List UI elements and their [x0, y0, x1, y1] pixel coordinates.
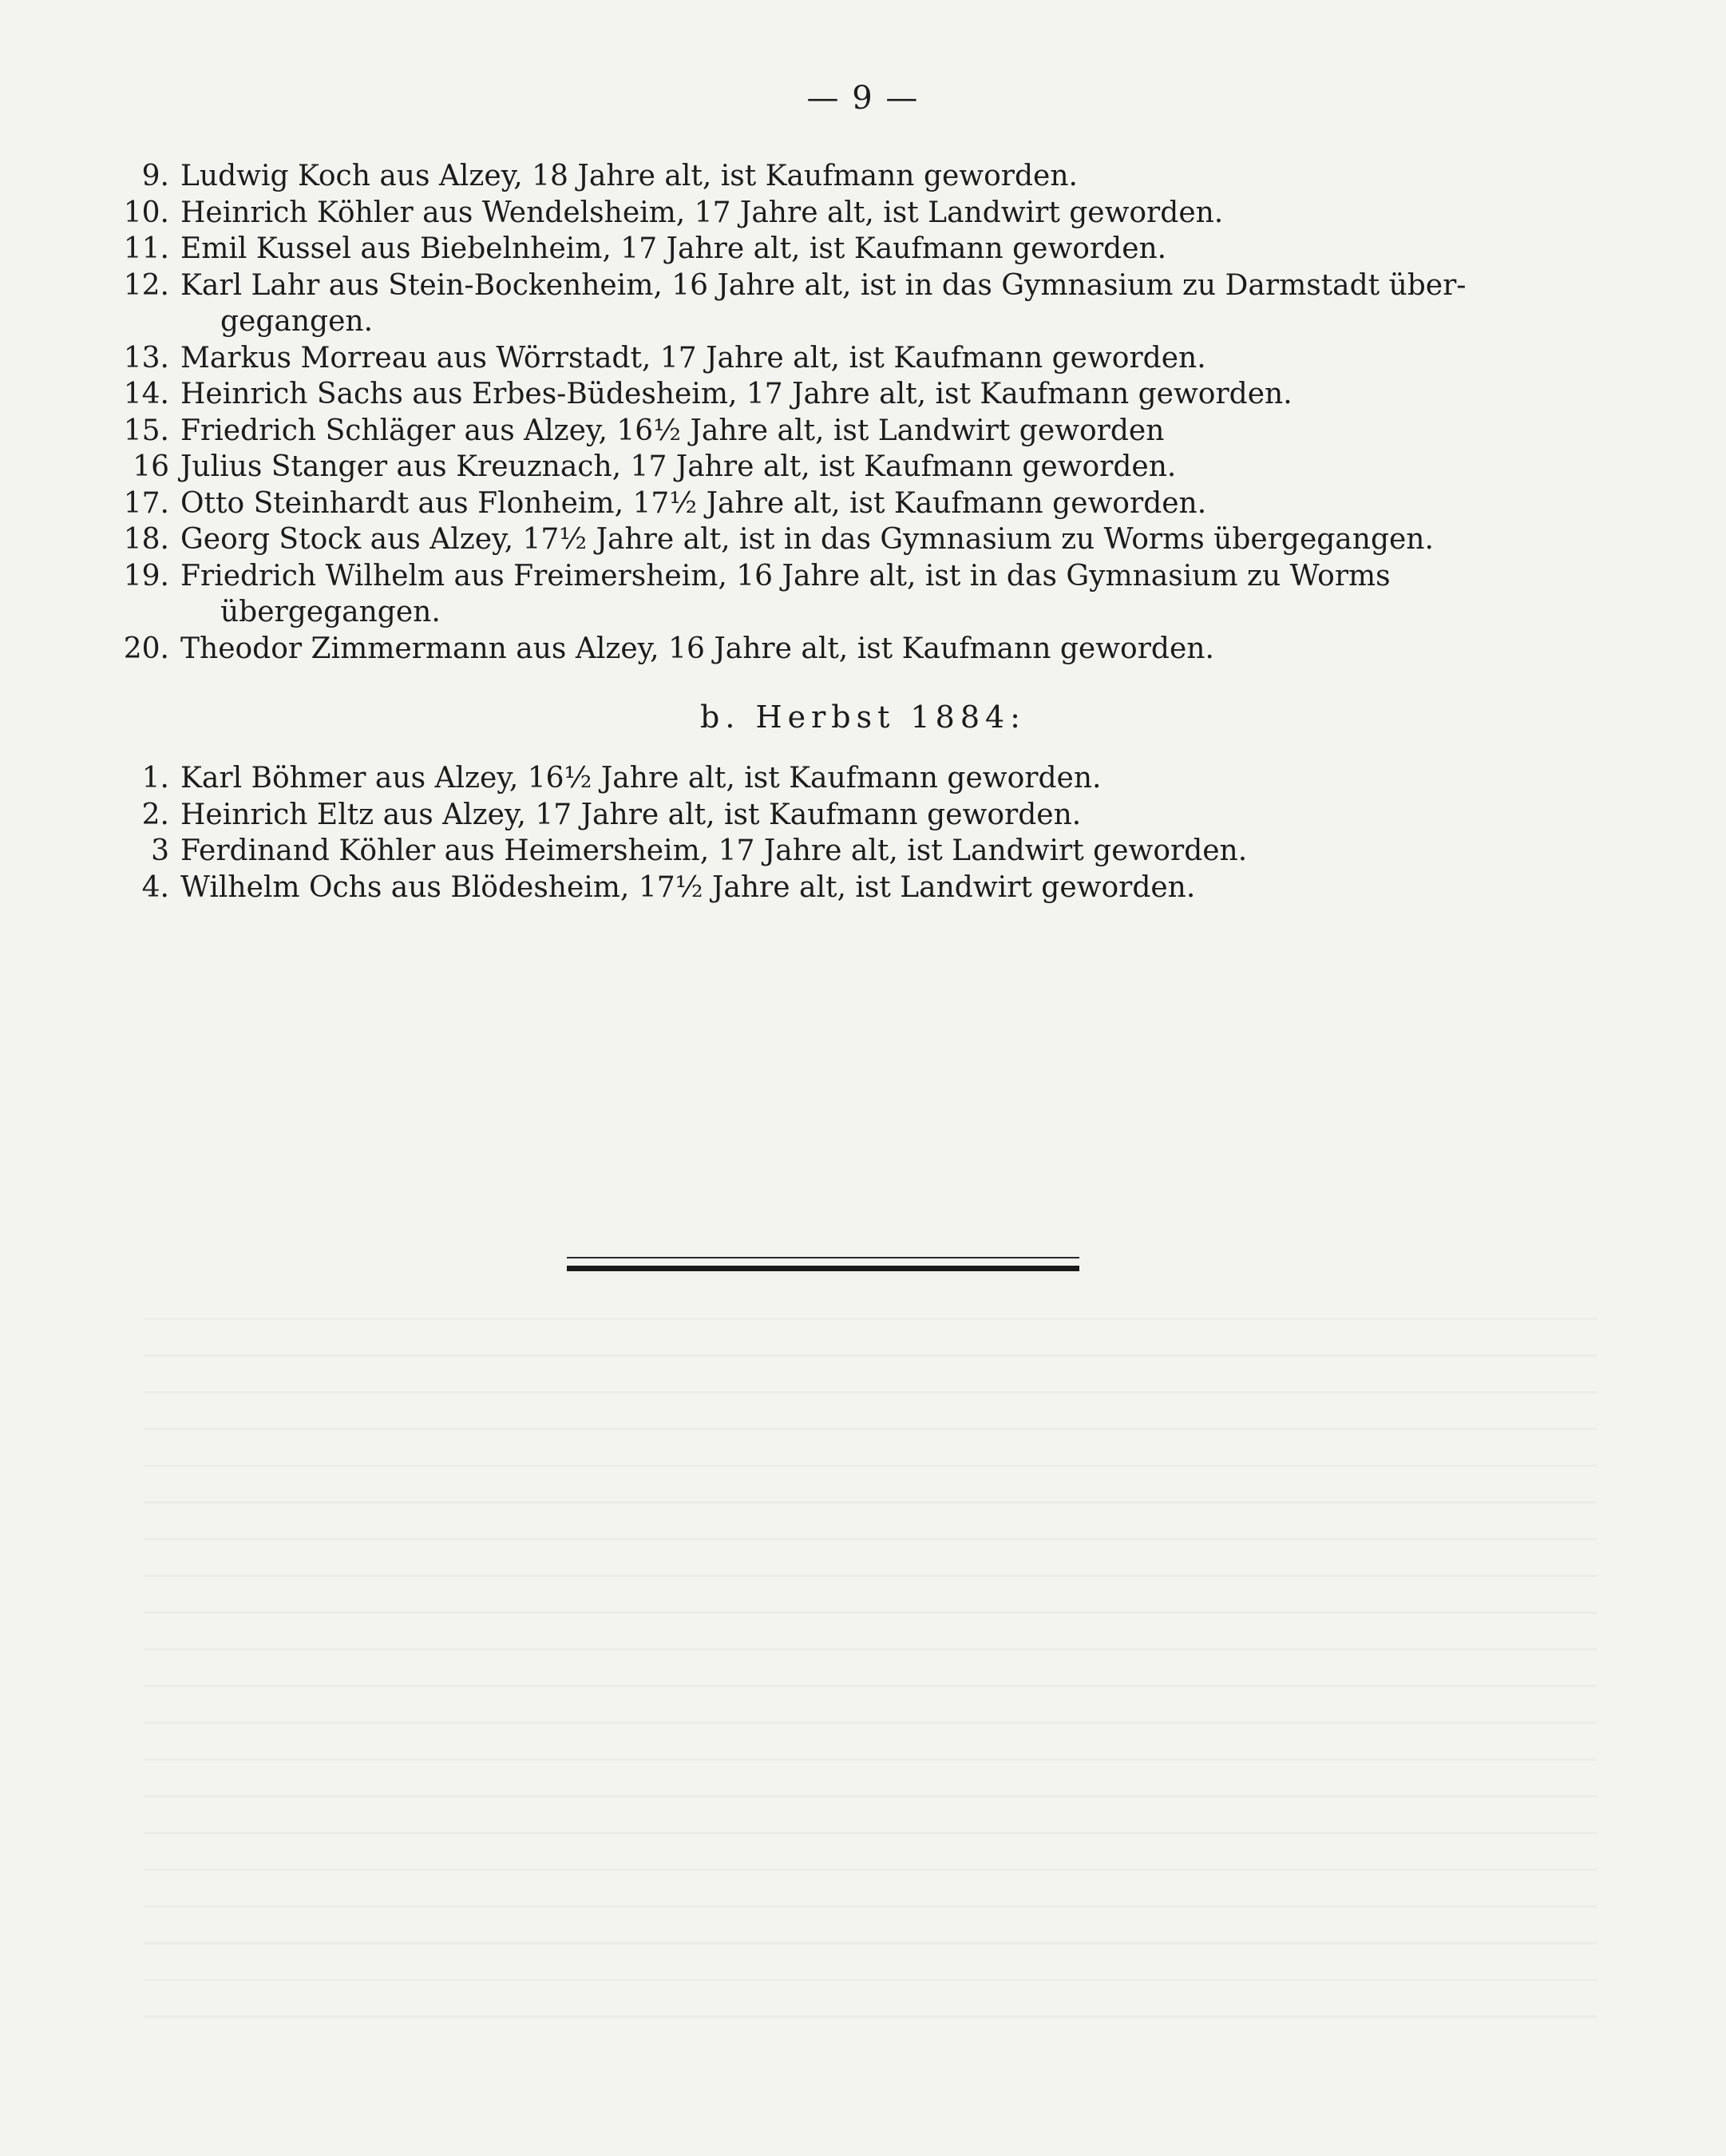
item-number: 11.: [123, 232, 169, 265]
list-item: [120, 231, 1605, 268]
list-item: [120, 268, 1605, 340]
list-item: [120, 521, 1605, 558]
item-text: Georg Stock aus Alzey, 17½ Jahre alt, ist in das Gymnasium zu Worms übergegangen.: [180, 523, 1434, 556]
item-number: 18.: [123, 523, 169, 556]
divider-rule-thin: [567, 1257, 1079, 1258]
item-number: 3: [151, 834, 169, 867]
list-item: [120, 760, 1605, 797]
item-number: 2.: [141, 798, 169, 831]
item-text: Heinrich Eltz aus Alzey, 17 Jahre alt, ist Kaufmann geworden.: [180, 798, 1082, 831]
item-text: Julius Stanger aus Kreuznach, 17 Jahre alt, ist Kaufmann geworden.: [180, 450, 1177, 483]
item-text: Heinrich Sachs aus Erbes-Büdesheim, 17 Jahre alt, ist Kaufmann geworden.: [180, 378, 1293, 410]
section-heading-herbst: b. Herbst 1884:: [700, 700, 1026, 735]
item-text-continuation: übergegangen.: [220, 596, 441, 628]
item-number: 4.: [141, 870, 169, 904]
item-number: 13.: [123, 341, 169, 375]
item-text: Wilhelm Ochs aus Blödesheim, 17½ Jahre alt, ist Landwirt geworden.: [180, 870, 1196, 904]
list-item: [120, 376, 1605, 413]
item-number: 12.: [123, 268, 169, 302]
list-item: [120, 797, 1605, 834]
item-number: 17.: [123, 486, 169, 520]
item-number: 1.: [141, 762, 169, 795]
list-item: [120, 449, 1605, 485]
item-number: 14.: [123, 378, 169, 410]
item-text-continuation: gegangen.: [220, 305, 374, 338]
list-item: [120, 631, 1605, 668]
item-text: Heinrich Köhler aus Wendelsheim, 17 Jahre alt, ist Landwirt geworden.: [180, 196, 1224, 229]
list-section-b: [120, 760, 1605, 906]
page-number: — 9 —: [806, 80, 920, 117]
item-number: 16: [133, 450, 169, 483]
item-text: Friedrich Wilhelm aus Freimersheim, 16 Jahre alt, ist in das Gymnasium zu Worms: [180, 559, 1391, 593]
list-item: [120, 485, 1605, 522]
item-number: 19.: [123, 559, 169, 593]
item-number: 10.: [123, 196, 169, 229]
item-text: Karl Lahr aus Stein-Bockenheim, 16 Jahre alt, ist in das Gymnasium zu Darmstadt über-: [180, 268, 1467, 302]
divider-rule: [567, 1266, 1079, 1271]
item-text: Friedrich Schläger aus Alzey, 16½ Jahre alt, ist Landwirt geworden: [180, 414, 1165, 447]
list-item: [120, 158, 1605, 195]
list-item: [120, 833, 1605, 870]
item-text: Theodor Zimmermann aus Alzey, 16 Jahre alt, ist Kaufmann geworden.: [180, 632, 1214, 665]
item-number: 20.: [123, 632, 169, 665]
item-text: Emil Kussel aus Biebelnheim, 17 Jahre alt, ist Kaufmann geworden.: [180, 232, 1167, 265]
item-number: 15.: [123, 414, 169, 447]
list-item: [120, 413, 1605, 450]
list-item: [120, 558, 1605, 631]
item-text: Karl Böhmer aus Alzey, 16½ Jahre alt, ist Kaufmann geworden.: [180, 762, 1102, 795]
item-text: Ludwig Koch aus Alzey, 18 Jahre alt, ist Kaufmann geworden.: [180, 160, 1078, 192]
item-text: Ferdinand Köhler aus Heimersheim, 17 Jahre alt, ist Landwirt geworden.: [180, 834, 1248, 867]
list-section-a: [120, 158, 1605, 667]
list-item: [120, 340, 1605, 377]
show-through-texture: [144, 1318, 1597, 2036]
item-text: Markus Morreau aus Wörrstadt, 17 Jahre alt, ist Kaufmann geworden.: [180, 341, 1206, 375]
item-number: 9.: [141, 160, 169, 192]
item-text: Otto Steinhardt aus Flonheim, 17½ Jahre alt, ist Kaufmann geworden.: [180, 486, 1207, 520]
list-item: [120, 195, 1605, 232]
list-item: [120, 870, 1605, 906]
